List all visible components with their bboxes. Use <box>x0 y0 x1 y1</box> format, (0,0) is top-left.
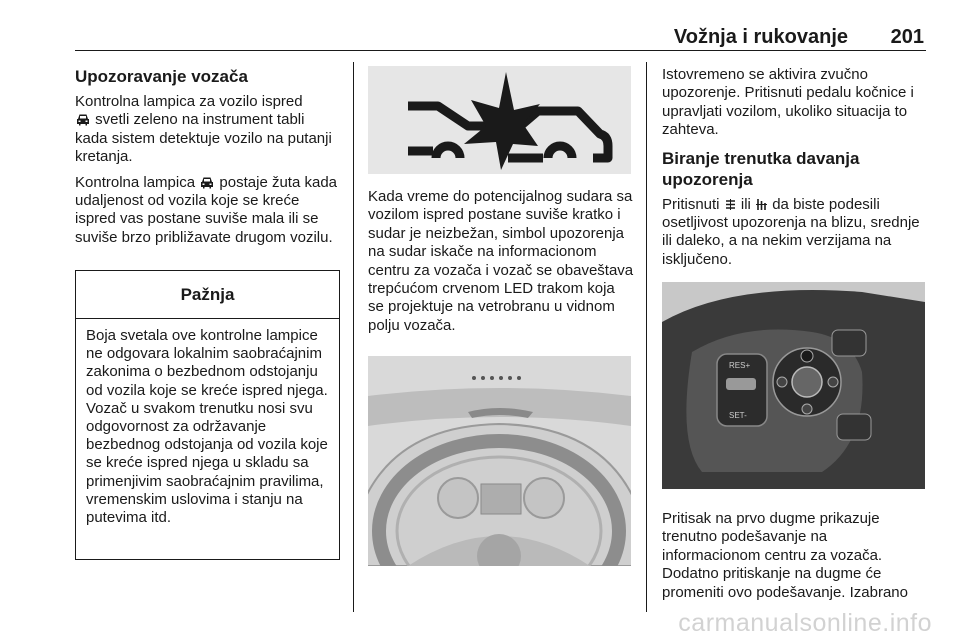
column-1 <box>75 66 341 254</box>
paragraph: Kontrolna lampica za vozilo ispred svetli zeleno na instrument tabli kada sistem detektuje vozilo na putanji kretanja. <box>75 93 332 166</box>
set-label: SET- <box>729 411 747 420</box>
paragraph: Kada vreme do potencijalnog sudara sa vozilom ispred postane suviše kratko i sudar je neizbežan, simbol upozorenja na sudar iskače na informacionom centru za vozača i vozač se obaveštava trepćućom crvenom LED trakom koja se projektuje na vetrobranu u vidnom polju vozača. <box>368 188 634 334</box>
caution-body: Boja svetala ove kontrolne lampice ne odgovara lokalnim saobraćajnim zakonima o bezbednom odstojanju od vozila koje se kreće ispred njega. Vozač u svakom trenutku nosi svu odgovornost za održavanje bezbednog odstojanja od vozila koje se kreće ispred njega u skladu sa primenjivim saobraćajnim pravilima, vremenskim uslovima i stanju na putevima itd. <box>86 327 328 527</box>
steering-wheel-controls-image <box>662 282 925 489</box>
heading-warning-timing: Biranje trenutka davanja upozorenja <box>662 148 860 189</box>
column-2 <box>368 188 634 342</box>
steering-wheel-illustration <box>662 282 925 489</box>
caution-box <box>75 270 340 560</box>
heading-driver-warning: Upozoravanje vozača <box>75 67 248 86</box>
vehicle-ahead-icon <box>76 113 90 126</box>
section-title: Vožnja i rukovanje <box>673 26 848 48</box>
collision-warning-icon <box>368 66 631 174</box>
gap-decrease-icon <box>724 198 737 211</box>
windshield-led-illustration <box>368 356 631 566</box>
paragraph: Istovremeno se aktivira zvučno upozorenje. Pritisnuti pedalu kočnice i upravljati vozilom, ukoliko situacija to zahteva. <box>662 66 914 139</box>
paragraph: Pritisak na prvo dugme prikazuje trenutno podešavanje na informacionom centru za vozača. Dodatno pritiskanje na dugme će promeniti ovo podešavanje. Izabrano <box>662 510 908 601</box>
watermark: carmanualsonline.info <box>678 609 932 637</box>
gap-increase-icon <box>755 198 768 211</box>
column-divider <box>353 62 354 612</box>
paragraph: Pritisnuti ili da biste podesili osetljivost upozorenja na blizu, srednje ili daleko, a na nekim verzijama na isključeno. <box>662 195 920 268</box>
page-number: 201 <box>890 26 924 48</box>
paragraph: Kontrolna lampica postaje žuta kada udaljenost od vozila koje se kreće ispred vas postane suviše mala ili se suviše brzo približavate drugom vozilu. <box>75 173 338 246</box>
res-label: RES+ <box>729 361 751 370</box>
column-3-continued <box>662 510 927 609</box>
dashboard-led-image <box>368 356 631 566</box>
collision-warning-symbol-image <box>368 66 631 174</box>
page-header <box>75 24 926 51</box>
column-divider <box>646 62 647 612</box>
column-3 <box>662 66 927 276</box>
caution-title: Pažnja <box>76 271 339 319</box>
vehicle-ahead-icon <box>200 176 214 189</box>
